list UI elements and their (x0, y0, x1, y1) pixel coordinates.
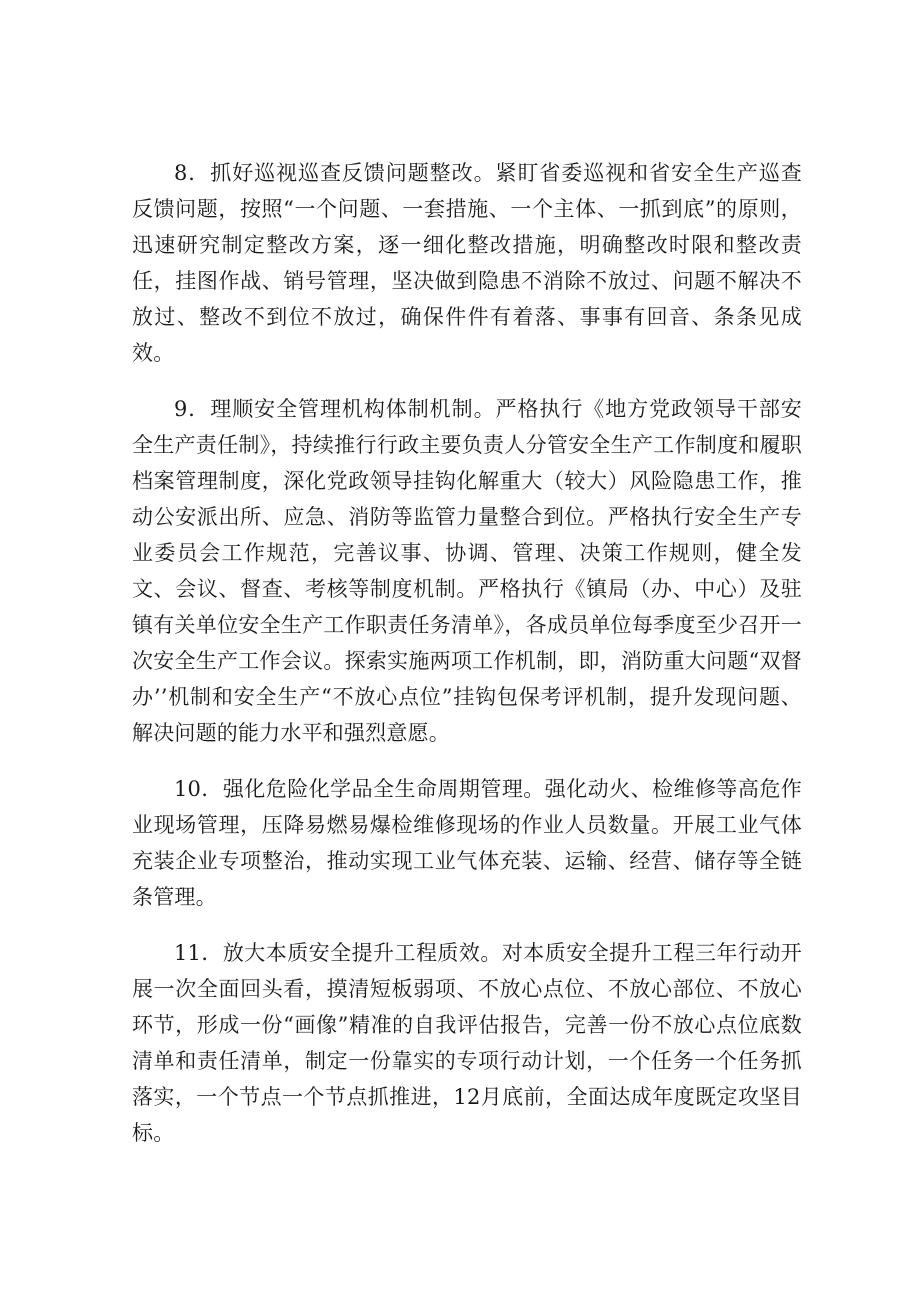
paragraph-8: 8．抓好巡视巡查反馈问题整改。紧盯省委巡视和省安全生产巡查反馈问题，按照“一个问题、一套措施、一个主体、一抓到底”的原则，迅速研究制定整改方案，逐一细化整改措施，明确整改时限和整改责任，挂图作战、销号管理，坚决做到隐患不消除不放过、问题不解决不放过、整改不到位不放过，确保件件有着落、事事有回音、条条见成效。 (132, 161, 802, 365)
document-body (132, 155, 802, 1171)
paragraph-11: 11．放大本质安全提升工程质效。对本质安全提升工程三年行动开展一次全面回头看，摸清短板弱项、不放心点位、不放心部位、不放心环节，形成一份“画像”精准的自我评估报告，完善一份不放心点位底数清单和责任清单，制定一份靠实的专项行动计划，一个任务一个任务抓落实，一个节点一个节点抓推进，12月底前，全面达成年度既定攻坚目标。 (132, 941, 802, 1145)
paragraph-10: 10．强化危险化学品全生命周期管理。强化动火、检维修等高危作业现场管理，压降易燃易爆检维修现场的作业人员数量。开展工业气体充装企业专项整治，推动实现工业气体充装、运输、经营、储存等全链条管理。 (132, 777, 802, 909)
paragraph-9: 9．理顺安全管理机构体制机制。严格执行《地方党政领导干部安全生产责任制》，持续推行行政主要负责人分管安全生产工作制度和履职档案管理制度，深化党政领导挂钩化解重大（较大）风险隐患工作，推动公安派出所、应急、消防等监管力量整合到位。严格执行安全生产专业委员会工作规范，完善议事、协调、管理、决策工作规则，健全发文、会议、督查、考核等制度机制。严格执行《镇局（办、中心）及驻镇有关单位安全生产工作职责任务清单》，各成员单位每季度至少召开一次安全生产工作会议。探索实施两项工作机制，即，消防重大问题“双督办’’机制和安全生产“不放心点位”挂钩包保考评机制，提升发现问题、解决问题的能力水平和强烈意愿。 (132, 397, 802, 745)
